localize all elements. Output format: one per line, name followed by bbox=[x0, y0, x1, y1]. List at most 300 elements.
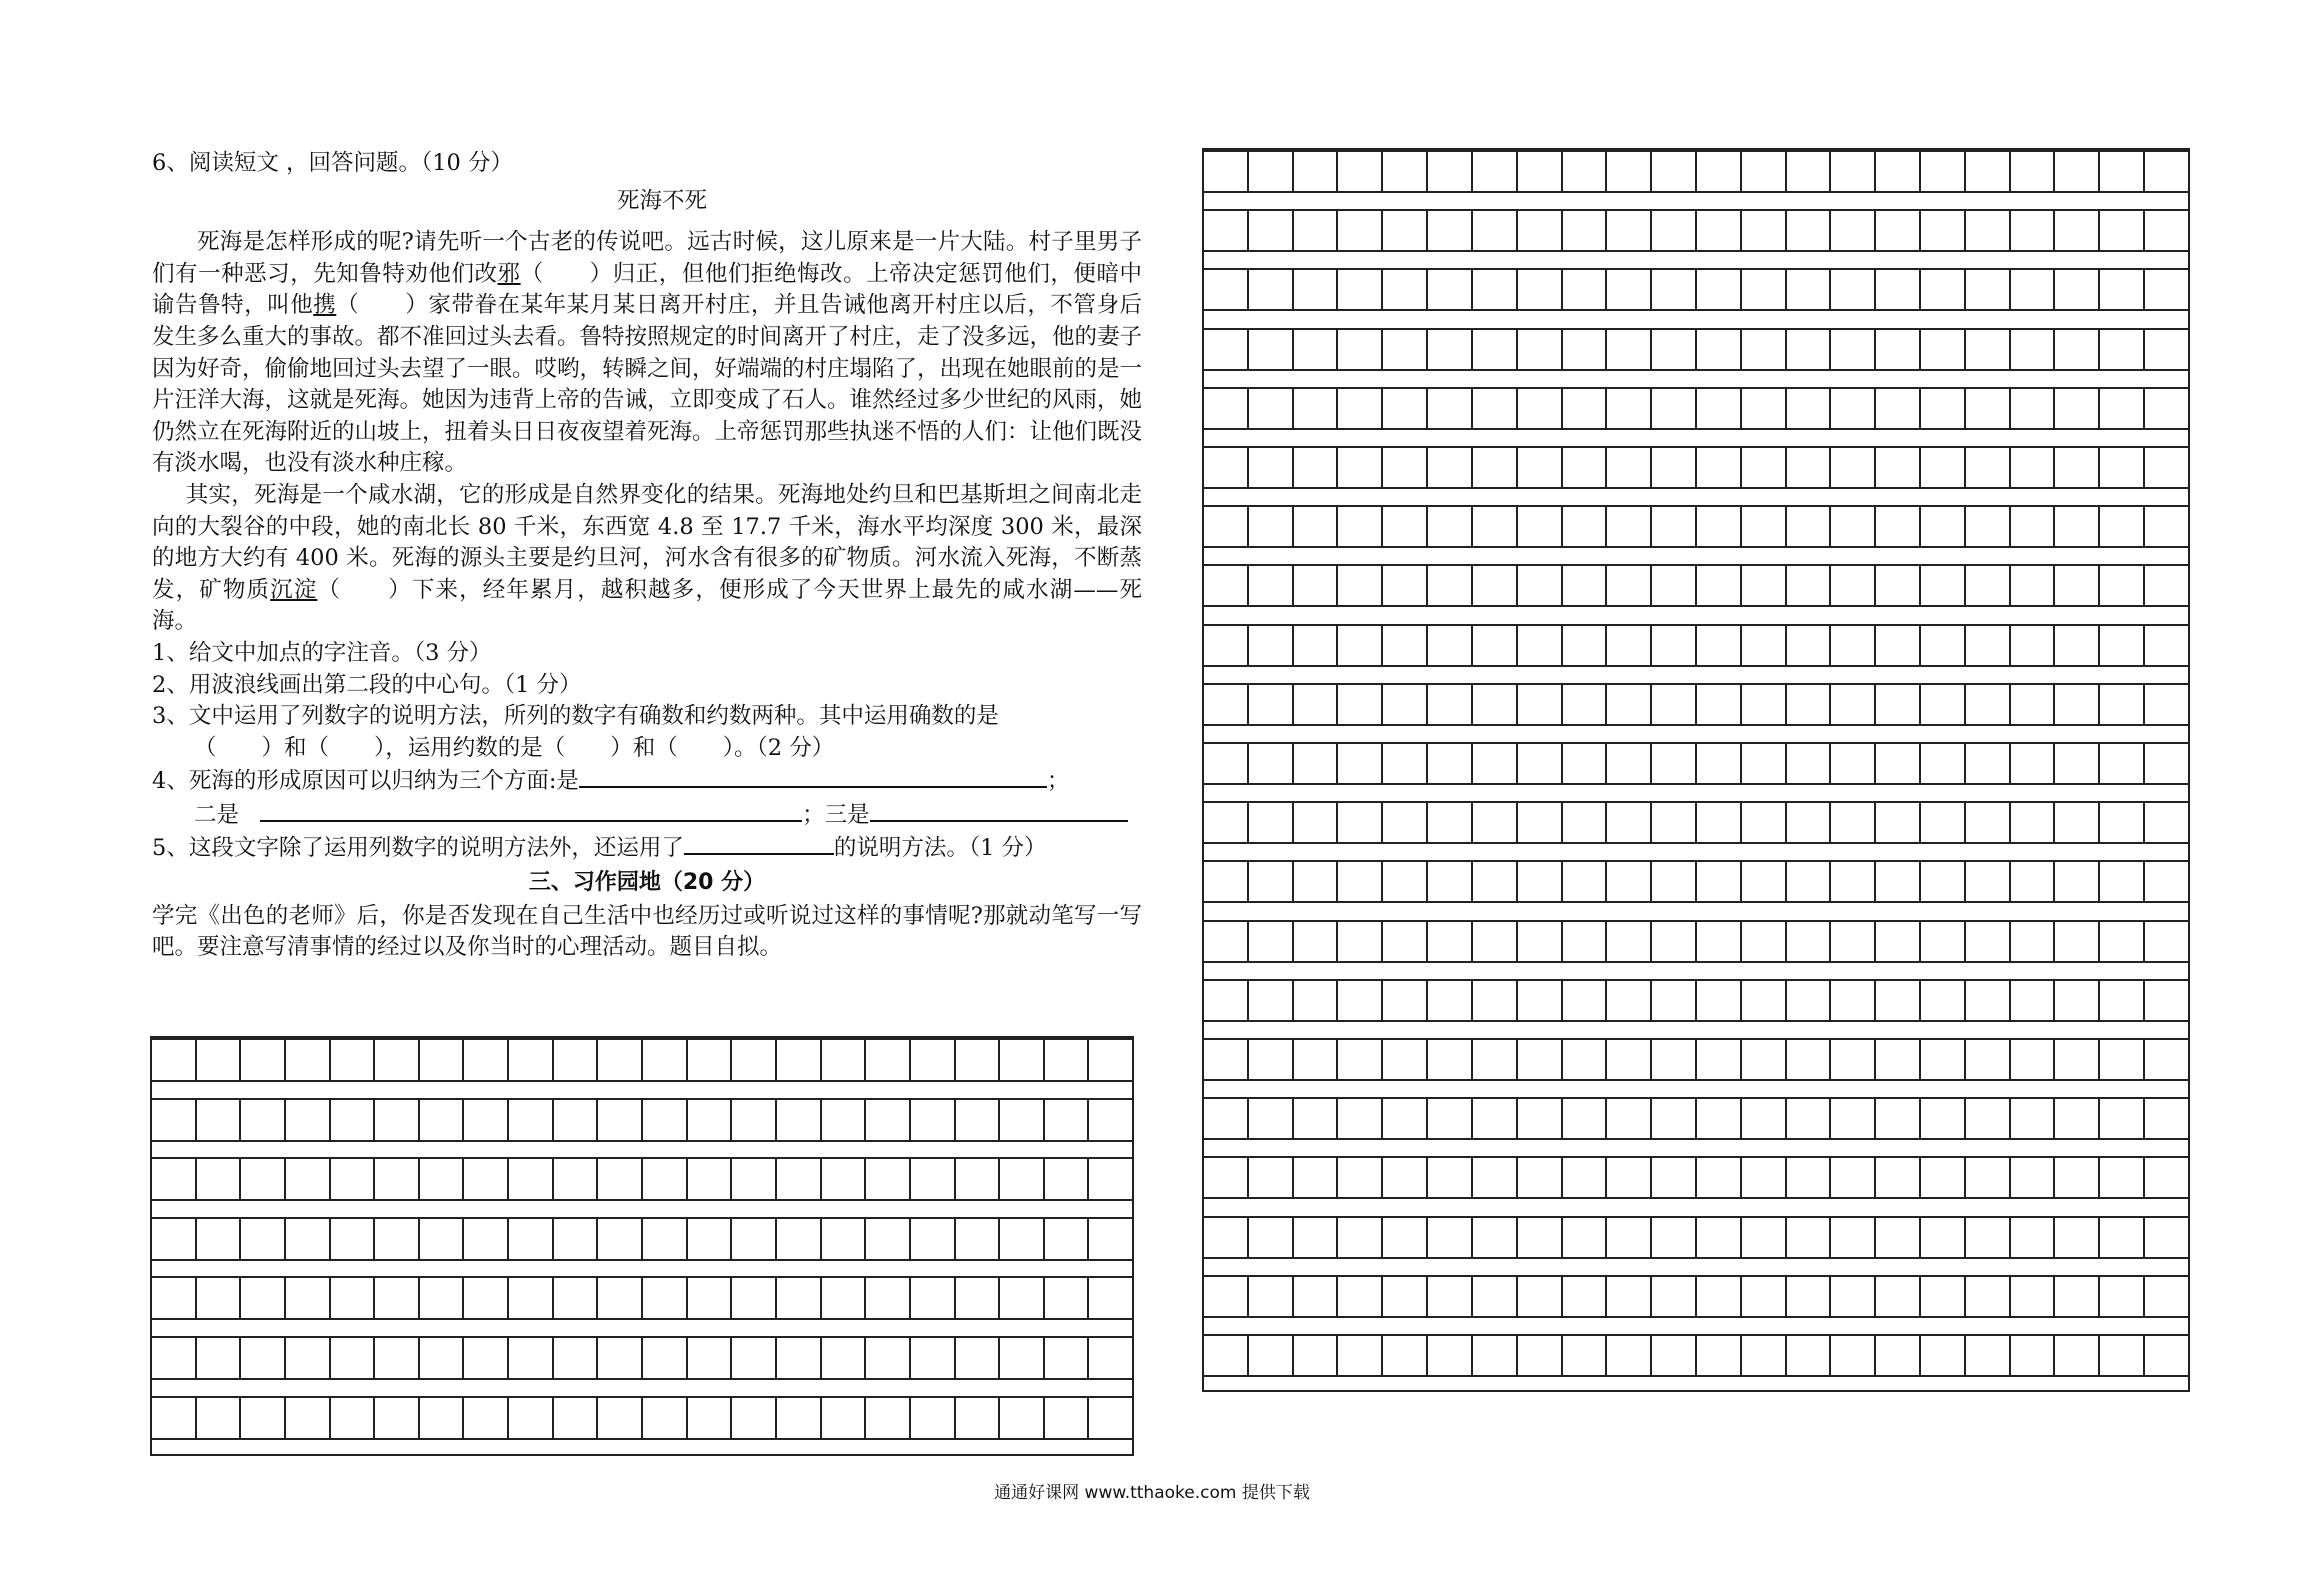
grid-cell[interactable] bbox=[1518, 922, 1563, 961]
grid-cell[interactable] bbox=[375, 1100, 420, 1140]
grid-cell[interactable] bbox=[1204, 1218, 1249, 1257]
grid-cell[interactable] bbox=[2011, 981, 2056, 1020]
grid-cell[interactable] bbox=[1473, 152, 1518, 191]
grid-cell[interactable] bbox=[1428, 1158, 1473, 1197]
grid-cell[interactable] bbox=[1831, 1336, 1876, 1375]
grid-cell[interactable] bbox=[1294, 626, 1339, 665]
grid-cell[interactable] bbox=[1742, 803, 1787, 842]
grid-cell[interactable] bbox=[152, 1040, 197, 1080]
grid-cell[interactable] bbox=[331, 1159, 376, 1199]
grid-cell[interactable] bbox=[1652, 270, 1697, 309]
grid-cell[interactable] bbox=[1652, 1218, 1697, 1257]
grid-cell[interactable] bbox=[1831, 1218, 1876, 1257]
grid-cell[interactable] bbox=[197, 1040, 242, 1080]
grid-row[interactable] bbox=[152, 1217, 1132, 1261]
grid-cell[interactable] bbox=[1876, 389, 1921, 428]
grid-cell[interactable] bbox=[1383, 862, 1428, 901]
grid-cell[interactable] bbox=[1045, 1159, 1090, 1199]
grid-cell[interactable] bbox=[1089, 1219, 1132, 1259]
grid-cell[interactable] bbox=[2011, 566, 2056, 605]
grid-cell[interactable] bbox=[1294, 1040, 1339, 1079]
grid-cell[interactable] bbox=[1518, 1158, 1563, 1197]
grid-cell[interactable] bbox=[732, 1040, 777, 1080]
grid-cell[interactable] bbox=[1742, 744, 1787, 783]
grid-cell[interactable] bbox=[464, 1100, 509, 1140]
grid-cell[interactable] bbox=[2011, 389, 2056, 428]
grid-row[interactable] bbox=[1204, 1038, 2188, 1081]
grid-cell[interactable] bbox=[1742, 270, 1787, 309]
grid-cell[interactable] bbox=[1921, 626, 1966, 665]
grid-cell[interactable] bbox=[1921, 448, 1966, 487]
grid-cell[interactable] bbox=[2055, 1336, 2100, 1375]
grid-cell[interactable] bbox=[1831, 330, 1876, 369]
grid-cell[interactable] bbox=[1294, 152, 1339, 191]
grid-cell[interactable] bbox=[1089, 1338, 1132, 1378]
grid-cell[interactable] bbox=[1000, 1338, 1045, 1378]
grid-cell[interactable] bbox=[286, 1219, 331, 1259]
grid-cell[interactable] bbox=[1876, 744, 1921, 783]
grid-cell[interactable] bbox=[1697, 685, 1742, 724]
grid-cell[interactable] bbox=[2100, 922, 2145, 961]
grid-cell[interactable] bbox=[777, 1219, 822, 1259]
grid-cell[interactable] bbox=[375, 1278, 420, 1318]
grid-cell[interactable] bbox=[1652, 744, 1697, 783]
grid-cell[interactable] bbox=[1249, 862, 1294, 901]
grid-row[interactable] bbox=[1204, 1216, 2188, 1259]
grid-cell[interactable] bbox=[1428, 507, 1473, 546]
grid-cell[interactable] bbox=[1831, 626, 1876, 665]
grid-cell[interactable] bbox=[1338, 270, 1383, 309]
grid-cell[interactable] bbox=[1742, 1099, 1787, 1138]
grid-cell[interactable] bbox=[1831, 507, 1876, 546]
grid-cell[interactable] bbox=[1428, 1099, 1473, 1138]
grid-cell[interactable] bbox=[1518, 1336, 1563, 1375]
grid-cell[interactable] bbox=[1787, 1040, 1832, 1079]
grid-cell[interactable] bbox=[732, 1159, 777, 1199]
grid-cell[interactable] bbox=[1428, 152, 1473, 191]
grid-cell[interactable] bbox=[1563, 626, 1608, 665]
grid-cell[interactable] bbox=[2145, 744, 2188, 783]
grid-row[interactable] bbox=[152, 1276, 1132, 1320]
grid-cell[interactable] bbox=[1045, 1100, 1090, 1140]
grid-cell[interactable] bbox=[956, 1219, 1001, 1259]
grid-cell[interactable] bbox=[331, 1219, 376, 1259]
grid-cell[interactable] bbox=[2100, 211, 2145, 250]
grid-cell[interactable] bbox=[1921, 1040, 1966, 1079]
grid-cell[interactable] bbox=[1518, 744, 1563, 783]
grid-cell[interactable] bbox=[688, 1159, 733, 1199]
grid-cell[interactable] bbox=[1966, 330, 2011, 369]
grid-cell[interactable] bbox=[643, 1100, 688, 1140]
grid-cell[interactable] bbox=[1338, 448, 1383, 487]
grid-cell[interactable] bbox=[1876, 1040, 1921, 1079]
grid-cell[interactable] bbox=[1000, 1040, 1045, 1080]
grid-cell[interactable] bbox=[1921, 211, 1966, 250]
grid-cell[interactable] bbox=[1787, 803, 1832, 842]
grid-cell[interactable] bbox=[2100, 1040, 2145, 1079]
grid-cell[interactable] bbox=[1787, 270, 1832, 309]
grid-cell[interactable] bbox=[375, 1398, 420, 1438]
grid-cell[interactable] bbox=[2055, 744, 2100, 783]
grid-cell[interactable] bbox=[2145, 507, 2188, 546]
grid-cell[interactable] bbox=[1966, 1277, 2011, 1316]
grid-cell[interactable] bbox=[1652, 685, 1697, 724]
grid-cell[interactable] bbox=[2055, 922, 2100, 961]
grid-cell[interactable] bbox=[2145, 448, 2188, 487]
grid-cell[interactable] bbox=[1383, 152, 1428, 191]
grid-cell[interactable] bbox=[2100, 389, 2145, 428]
grid-cell[interactable] bbox=[1787, 330, 1832, 369]
grid-cell[interactable] bbox=[1697, 152, 1742, 191]
grid-cell[interactable] bbox=[1383, 1099, 1428, 1138]
grid-cell[interactable] bbox=[1473, 566, 1518, 605]
grid-cell[interactable] bbox=[2055, 1277, 2100, 1316]
grid-cell[interactable] bbox=[241, 1100, 286, 1140]
grid-cell[interactable] bbox=[1652, 389, 1697, 428]
grid-cell[interactable] bbox=[1338, 685, 1383, 724]
grid-cell[interactable] bbox=[509, 1338, 554, 1378]
grid-cell[interactable] bbox=[1294, 270, 1339, 309]
grid-cell[interactable] bbox=[1338, 744, 1383, 783]
grid-cell[interactable] bbox=[1338, 330, 1383, 369]
grid-cell[interactable] bbox=[420, 1398, 465, 1438]
grid-cell[interactable] bbox=[2100, 744, 2145, 783]
grid-cell[interactable] bbox=[598, 1398, 643, 1438]
grid-cell[interactable] bbox=[2145, 803, 2188, 842]
grid-cell[interactable] bbox=[509, 1398, 554, 1438]
grid-cell[interactable] bbox=[554, 1040, 599, 1080]
grid-cell[interactable] bbox=[1563, 803, 1608, 842]
grid-cell[interactable] bbox=[2011, 1218, 2056, 1257]
grid-cell[interactable] bbox=[2100, 270, 2145, 309]
grid-cell[interactable] bbox=[1652, 1040, 1697, 1079]
grid-cell[interactable] bbox=[2145, 1218, 2188, 1257]
grid-cell[interactable] bbox=[1787, 1099, 1832, 1138]
grid-cell[interactable] bbox=[1428, 1218, 1473, 1257]
grid-cell[interactable] bbox=[1697, 270, 1742, 309]
grid-cell[interactable] bbox=[1249, 1099, 1294, 1138]
grid-cell[interactable] bbox=[1338, 981, 1383, 1020]
grid-cell[interactable] bbox=[1249, 389, 1294, 428]
grid-cell[interactable] bbox=[464, 1278, 509, 1318]
grid-row[interactable] bbox=[1204, 209, 2188, 252]
grid-cell[interactable] bbox=[1383, 1158, 1428, 1197]
grid-cell[interactable] bbox=[2145, 566, 2188, 605]
grid-cell[interactable] bbox=[911, 1040, 956, 1080]
grid-cell[interactable] bbox=[1697, 922, 1742, 961]
grid-cell[interactable] bbox=[1697, 862, 1742, 901]
grid-cell[interactable] bbox=[1563, 389, 1608, 428]
grid-cell[interactable] bbox=[1338, 1277, 1383, 1316]
grid-cell[interactable] bbox=[1473, 448, 1518, 487]
grid-cell[interactable] bbox=[241, 1398, 286, 1438]
grid-cell[interactable] bbox=[1204, 1158, 1249, 1197]
grid-cell[interactable] bbox=[1518, 626, 1563, 665]
grid-cell[interactable] bbox=[1787, 922, 1832, 961]
grid-cell[interactable] bbox=[1383, 744, 1428, 783]
grid-cell[interactable] bbox=[1089, 1398, 1132, 1438]
grid-cell[interactable] bbox=[1563, 1336, 1608, 1375]
grid-cell[interactable] bbox=[1294, 211, 1339, 250]
grid-cell[interactable] bbox=[2011, 211, 2056, 250]
grid-cell[interactable] bbox=[1518, 1099, 1563, 1138]
grid-cell[interactable] bbox=[1742, 152, 1787, 191]
grid-cell[interactable] bbox=[1831, 862, 1876, 901]
grid-cell[interactable] bbox=[1338, 862, 1383, 901]
grid-cell[interactable] bbox=[956, 1040, 1001, 1080]
grid-cell[interactable] bbox=[1563, 152, 1608, 191]
grid-cell[interactable] bbox=[1249, 270, 1294, 309]
grid-cell[interactable] bbox=[1921, 1336, 1966, 1375]
grid-cell[interactable] bbox=[777, 1398, 822, 1438]
grid-cell[interactable] bbox=[1045, 1398, 1090, 1438]
grid-cell[interactable] bbox=[2055, 862, 2100, 901]
grid-cell[interactable] bbox=[1966, 270, 2011, 309]
grid-cell[interactable] bbox=[1652, 152, 1697, 191]
grid-cell[interactable] bbox=[1563, 1218, 1608, 1257]
grid-cell[interactable] bbox=[1607, 1218, 1652, 1257]
grid-cell[interactable] bbox=[1921, 330, 1966, 369]
grid-cell[interactable] bbox=[911, 1100, 956, 1140]
grid-cell[interactable] bbox=[286, 1100, 331, 1140]
grid-cell[interactable] bbox=[1428, 1277, 1473, 1316]
grid-cell[interactable] bbox=[732, 1338, 777, 1378]
grid-cell[interactable] bbox=[1204, 1099, 1249, 1138]
grid-cell[interactable] bbox=[1249, 626, 1294, 665]
grid-cell[interactable] bbox=[911, 1159, 956, 1199]
grid-cell[interactable] bbox=[1831, 211, 1876, 250]
grid-cell[interactable] bbox=[1383, 685, 1428, 724]
grid-cell[interactable] bbox=[1428, 270, 1473, 309]
grid-cell[interactable] bbox=[1787, 744, 1832, 783]
grid-row[interactable] bbox=[1204, 860, 2188, 903]
grid-cell[interactable] bbox=[2055, 626, 2100, 665]
grid-cell[interactable] bbox=[1921, 1218, 1966, 1257]
grid-cell[interactable] bbox=[2055, 389, 2100, 428]
grid-cell[interactable] bbox=[1697, 1277, 1742, 1316]
grid-cell[interactable] bbox=[1697, 1099, 1742, 1138]
grid-cell[interactable] bbox=[241, 1278, 286, 1318]
grid-cell[interactable] bbox=[464, 1159, 509, 1199]
grid-cell[interactable] bbox=[2011, 270, 2056, 309]
grid-cell[interactable] bbox=[375, 1159, 420, 1199]
grid-cell[interactable] bbox=[1204, 1040, 1249, 1079]
grid-cell[interactable] bbox=[2145, 389, 2188, 428]
grid-cell[interactable] bbox=[956, 1100, 1001, 1140]
grid-cell[interactable] bbox=[1338, 1040, 1383, 1079]
grid-cell[interactable] bbox=[2145, 211, 2188, 250]
grid-cell[interactable] bbox=[2145, 862, 2188, 901]
grid-row[interactable] bbox=[1204, 150, 2188, 193]
grid-cell[interactable] bbox=[1045, 1278, 1090, 1318]
grid-cell[interactable] bbox=[1000, 1278, 1045, 1318]
grid-cell[interactable] bbox=[866, 1338, 911, 1378]
grid-cell[interactable] bbox=[1518, 330, 1563, 369]
grid-cell[interactable] bbox=[911, 1278, 956, 1318]
grid-cell[interactable] bbox=[554, 1398, 599, 1438]
grid-cell[interactable] bbox=[1831, 1099, 1876, 1138]
grid-cell[interactable] bbox=[1338, 152, 1383, 191]
grid-cell[interactable] bbox=[822, 1278, 867, 1318]
grid-cell[interactable] bbox=[2011, 1040, 2056, 1079]
grid-cell[interactable] bbox=[1428, 744, 1473, 783]
grid-cell[interactable] bbox=[2145, 1040, 2188, 1079]
grid-cell[interactable] bbox=[1742, 507, 1787, 546]
grid-cell[interactable] bbox=[1045, 1219, 1090, 1259]
grid-cell[interactable] bbox=[866, 1219, 911, 1259]
grid-cell[interactable] bbox=[1607, 862, 1652, 901]
grid-cell[interactable] bbox=[598, 1219, 643, 1259]
grid-cell[interactable] bbox=[1473, 1277, 1518, 1316]
grid-cell[interactable] bbox=[1876, 862, 1921, 901]
grid-cell[interactable] bbox=[2100, 1336, 2145, 1375]
grid-cell[interactable] bbox=[420, 1278, 465, 1318]
grid-cell[interactable] bbox=[1787, 211, 1832, 250]
answer-blank-4a[interactable] bbox=[579, 764, 1047, 788]
grid-cell[interactable] bbox=[1428, 626, 1473, 665]
grid-cell[interactable] bbox=[2011, 1277, 2056, 1316]
grid-cell[interactable] bbox=[1697, 1040, 1742, 1079]
grid-cell[interactable] bbox=[2055, 566, 2100, 605]
grid-cell[interactable] bbox=[911, 1219, 956, 1259]
grid-cell[interactable] bbox=[1294, 862, 1339, 901]
grid-cell[interactable] bbox=[1563, 862, 1608, 901]
grid-cell[interactable] bbox=[1652, 566, 1697, 605]
grid-cell[interactable] bbox=[1383, 211, 1428, 250]
grid-cell[interactable] bbox=[331, 1278, 376, 1318]
grid-cell[interactable] bbox=[643, 1219, 688, 1259]
grid-cell[interactable] bbox=[554, 1100, 599, 1140]
grid-cell[interactable] bbox=[1294, 1218, 1339, 1257]
grid-cell[interactable] bbox=[1563, 330, 1608, 369]
grid-cell[interactable] bbox=[1652, 922, 1697, 961]
grid-cell[interactable] bbox=[1294, 922, 1339, 961]
grid-row[interactable] bbox=[152, 1098, 1132, 1142]
grid-cell[interactable] bbox=[1518, 211, 1563, 250]
grid-cell[interactable] bbox=[2100, 981, 2145, 1020]
grid-row[interactable] bbox=[1204, 742, 2188, 785]
grid-cell[interactable] bbox=[1607, 922, 1652, 961]
grid-cell[interactable] bbox=[1876, 152, 1921, 191]
grid-cell[interactable] bbox=[1473, 507, 1518, 546]
grid-cell[interactable] bbox=[1383, 389, 1428, 428]
grid-cell[interactable] bbox=[1563, 507, 1608, 546]
grid-cell[interactable] bbox=[1876, 1277, 1921, 1316]
grid-cell[interactable] bbox=[2100, 1099, 2145, 1138]
grid-cell[interactable] bbox=[1966, 1040, 2011, 1079]
grid-cell[interactable] bbox=[2055, 803, 2100, 842]
grid-cell[interactable] bbox=[2100, 566, 2145, 605]
grid-cell[interactable] bbox=[1473, 862, 1518, 901]
grid-cell[interactable] bbox=[1204, 270, 1249, 309]
grid-cell[interactable] bbox=[1473, 1218, 1518, 1257]
grid-cell[interactable] bbox=[1831, 803, 1876, 842]
grid-cell[interactable] bbox=[1742, 1040, 1787, 1079]
grid-cell[interactable] bbox=[1607, 803, 1652, 842]
grid-cell[interactable] bbox=[1383, 330, 1428, 369]
grid-cell[interactable] bbox=[1876, 1336, 1921, 1375]
grid-cell[interactable] bbox=[911, 1398, 956, 1438]
grid-cell[interactable] bbox=[1697, 981, 1742, 1020]
grid-cell[interactable] bbox=[1294, 507, 1339, 546]
grid-cell[interactable] bbox=[1428, 211, 1473, 250]
grid-cell[interactable] bbox=[1921, 1099, 1966, 1138]
grid-cell[interactable] bbox=[1607, 211, 1652, 250]
grid-cell[interactable] bbox=[1383, 1336, 1428, 1375]
grid-cell[interactable] bbox=[2145, 922, 2188, 961]
answer-blank-5[interactable] bbox=[684, 831, 834, 855]
grid-cell[interactable] bbox=[1428, 1336, 1473, 1375]
grid-cell[interactable] bbox=[1204, 803, 1249, 842]
grid-cell[interactable] bbox=[197, 1159, 242, 1199]
grid-cell[interactable] bbox=[1338, 803, 1383, 842]
grid-cell[interactable] bbox=[1428, 922, 1473, 961]
grid-cell[interactable] bbox=[2100, 685, 2145, 724]
grid-cell[interactable] bbox=[2100, 1158, 2145, 1197]
grid-cell[interactable] bbox=[1563, 922, 1608, 961]
grid-cell[interactable] bbox=[331, 1100, 376, 1140]
grid-cell[interactable] bbox=[1787, 1158, 1832, 1197]
grid-cell[interactable] bbox=[1428, 981, 1473, 1020]
grid-cell[interactable] bbox=[777, 1278, 822, 1318]
grid-cell[interactable] bbox=[1249, 685, 1294, 724]
grid-cell[interactable] bbox=[1742, 211, 1787, 250]
answer-blank-4b[interactable] bbox=[260, 798, 802, 822]
grid-cell[interactable] bbox=[1518, 1040, 1563, 1079]
grid-cell[interactable] bbox=[1787, 389, 1832, 428]
grid-cell[interactable] bbox=[2011, 626, 2056, 665]
grid-row[interactable] bbox=[1204, 328, 2188, 371]
grid-cell[interactable] bbox=[1518, 1218, 1563, 1257]
grid-cell[interactable] bbox=[152, 1398, 197, 1438]
grid-cell[interactable] bbox=[2100, 803, 2145, 842]
grid-cell[interactable] bbox=[152, 1219, 197, 1259]
grid-cell[interactable] bbox=[1607, 685, 1652, 724]
grid-cell[interactable] bbox=[1966, 744, 2011, 783]
grid-row[interactable] bbox=[1204, 505, 2188, 548]
grid-row[interactable] bbox=[1204, 979, 2188, 1022]
grid-row[interactable] bbox=[1204, 387, 2188, 430]
grid-cell[interactable] bbox=[2011, 1336, 2056, 1375]
grid-cell[interactable] bbox=[1089, 1040, 1132, 1080]
grid-cell[interactable] bbox=[2100, 1277, 2145, 1316]
grid-cell[interactable] bbox=[643, 1398, 688, 1438]
grid-cell[interactable] bbox=[1294, 981, 1339, 1020]
grid-cell[interactable] bbox=[1876, 981, 1921, 1020]
grid-cell[interactable] bbox=[2011, 1099, 2056, 1138]
grid-cell[interactable] bbox=[688, 1040, 733, 1080]
grid-row[interactable] bbox=[152, 1157, 1132, 1201]
grid-cell[interactable] bbox=[1000, 1219, 1045, 1259]
grid-cell[interactable] bbox=[1338, 626, 1383, 665]
grid-cell[interactable] bbox=[1742, 389, 1787, 428]
grid-cell[interactable] bbox=[1473, 389, 1518, 428]
grid-cell[interactable] bbox=[1563, 448, 1608, 487]
grid-cell[interactable] bbox=[464, 1040, 509, 1080]
grid-cell[interactable] bbox=[956, 1278, 1001, 1318]
grid-cell[interactable] bbox=[1742, 448, 1787, 487]
grid-cell[interactable] bbox=[1787, 1277, 1832, 1316]
grid-cell[interactable] bbox=[1921, 1158, 1966, 1197]
grid-cell[interactable] bbox=[1563, 744, 1608, 783]
grid-cell[interactable] bbox=[1428, 566, 1473, 605]
grid-cell[interactable] bbox=[1563, 1040, 1608, 1079]
grid-cell[interactable] bbox=[286, 1159, 331, 1199]
grid-cell[interactable] bbox=[2145, 1336, 2188, 1375]
grid-cell[interactable] bbox=[1831, 389, 1876, 428]
grid-cell[interactable] bbox=[1473, 1099, 1518, 1138]
grid-cell[interactable] bbox=[420, 1100, 465, 1140]
